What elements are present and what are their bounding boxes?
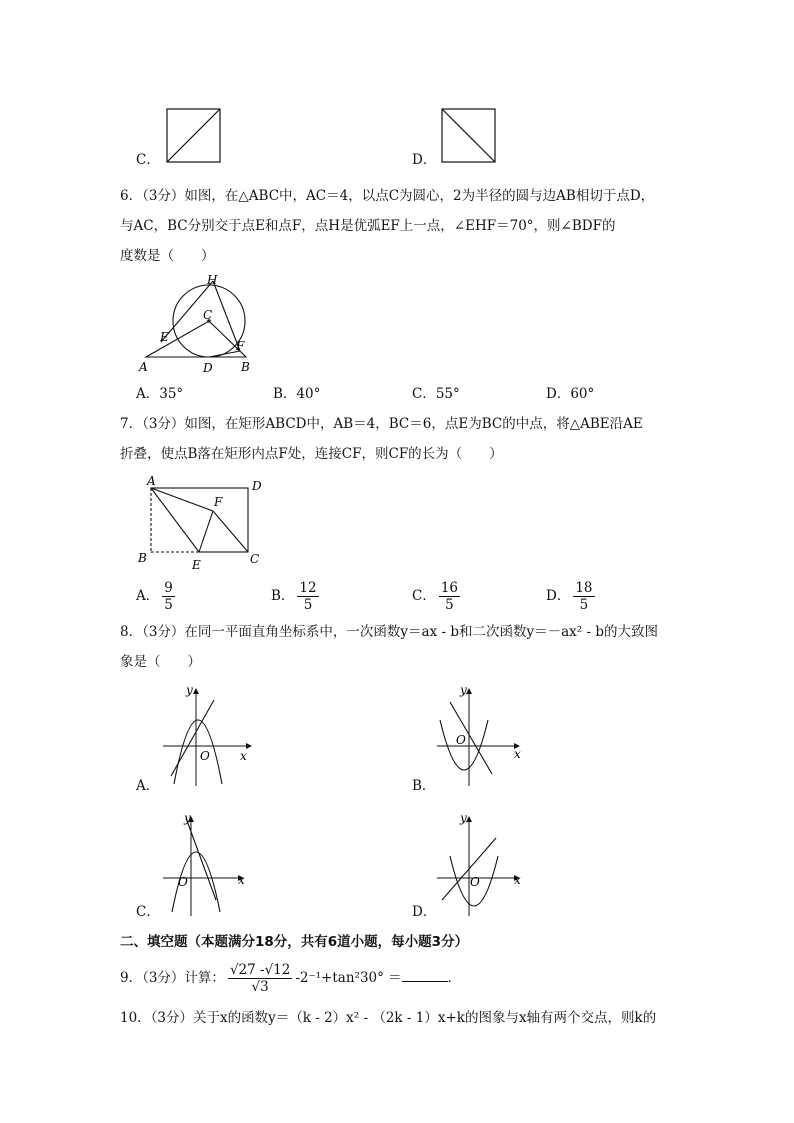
q8-option-d: D． [412, 904, 437, 920]
q6-label-h: H [207, 273, 218, 287]
q5-option-c-figure [166, 108, 222, 164]
q8-d-y-label: y [460, 811, 467, 825]
q6-option-d: D．60° [546, 386, 595, 402]
q10-stem-line1: 10．（3分）关于x的函数y＝（k - 2）x² - （2k - 1）x+k的图象与x轴有两个交点，则k的 [120, 1010, 657, 1026]
q9-answer-blank [402, 969, 448, 982]
q8-stem-line1: 8．（3分）在同一平面直角坐标系中，一次函数y＝ax - b和二次函数y＝－ax² - b的大致图 [120, 624, 658, 640]
q6-label-e: E [160, 330, 169, 344]
q8-a-origin-label: O [200, 749, 210, 763]
q5-option-d-label: D． [412, 152, 437, 168]
q7-option-c: C． $\frac{16}{5}$ [412, 580, 459, 613]
q6-option-a: A．35° [136, 386, 184, 402]
q9-line: 9．（3分）计算： $\frac{√27 -√12}{√3}$ -2⁻¹+tan²30° ＝ ． [120, 962, 462, 995]
q8-b-x-label: x [514, 747, 521, 761]
q7-label-e: E [192, 558, 201, 572]
q7-option-d: D． $\frac{18}{5}$ [546, 580, 593, 613]
q8-b-origin-label: O [456, 733, 466, 747]
q7-label-d: D [252, 479, 262, 493]
q6-option-b: B．40° [273, 386, 321, 402]
q8-c-origin-label: O [178, 875, 188, 889]
q6-option-c: C．55° [412, 386, 460, 402]
q6-stem-line2: 与AC，BC分别交于点E和点F，点H是优弧EF上一点，∠EHF＝70°，则∠BDF的 [120, 218, 616, 234]
q8-option-a: A． [136, 778, 160, 794]
section2-heading: 二、填空题（本题满分18分，共有6道小题，每小题3分） [120, 934, 469, 950]
q6-figure [130, 272, 260, 376]
q7-figure [134, 472, 266, 574]
q7-stem-line2: 折叠，使点B落在矩形内点F处，连接CF，则CF的长为（ ） [120, 446, 503, 462]
q6-label-d: D [203, 361, 213, 375]
q8-option-b: B． [412, 778, 436, 794]
q5-option-c-label: C． [136, 152, 160, 168]
q8-d-origin-label: O [470, 875, 480, 889]
q8-c-y-label: y [184, 811, 191, 825]
q6-label-f: F [236, 339, 245, 353]
q7-label-b: B [138, 551, 147, 565]
q8-b-y-label: y [460, 683, 467, 697]
q6-stem-line1: 6．（3分）如图，在△ABC中，AC＝4，以点C为圆心，2为半径的圆与边AB相切于点D， [120, 188, 655, 204]
q8-graph-b [432, 680, 532, 790]
q6-label-b: B [241, 360, 250, 374]
q8-c-x-label: x [238, 873, 245, 887]
q8-a-y-label: y [186, 683, 193, 697]
q8-a-x-label: x [240, 749, 247, 763]
q5-option-d-figure [441, 108, 497, 164]
q7-option-a: A． $\frac{9}{5}$ [136, 580, 173, 613]
q7-label-f: F [214, 495, 223, 509]
q8-graph-d [432, 808, 532, 918]
q7-stem-line1: 7．（3分）如图，在矩形ABCD中，AB＝4，BC＝6，点E为BC的中点，将△ABE沿AE [120, 416, 643, 432]
q7-option-b: B． $\frac{12}{5}$ [271, 580, 317, 613]
q8-stem-line2: 象是（ ） [120, 654, 201, 670]
q8-graph-a [158, 680, 258, 790]
q7-label-a: A [147, 474, 156, 488]
q6-stem-line3: 度数是（ ） [120, 248, 215, 264]
q7-label-c: C [250, 552, 260, 566]
q6-label-a: A [139, 360, 148, 374]
q6-label-c: C [203, 308, 213, 322]
q8-d-x-label: x [514, 873, 521, 887]
q8-option-c: C． [136, 904, 160, 920]
q8-graph-c [158, 808, 258, 918]
